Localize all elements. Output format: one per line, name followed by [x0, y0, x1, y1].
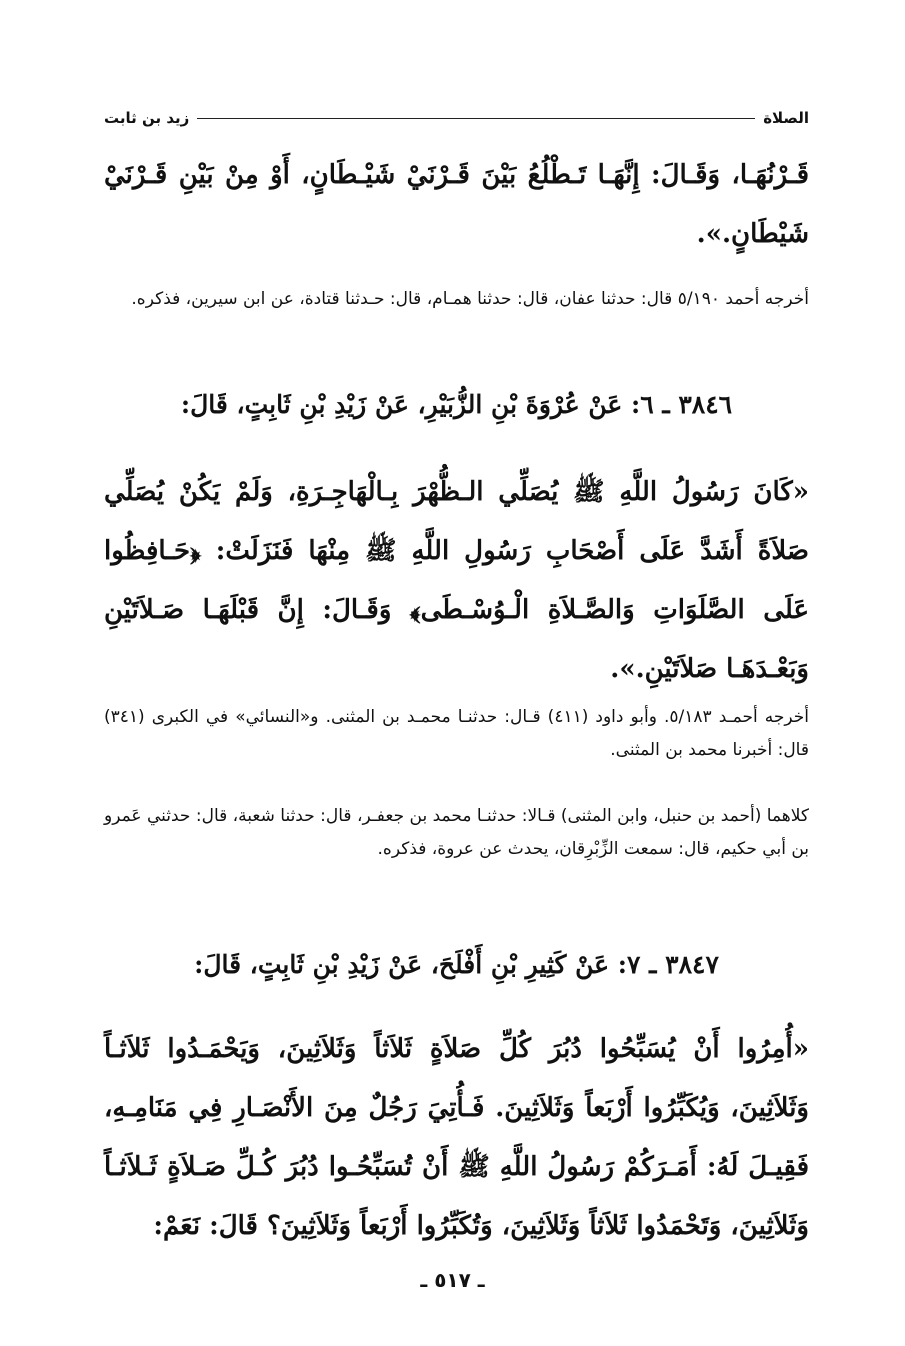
hadith-text-3846	[104, 463, 809, 699]
companion-name: زيد بن ثابت	[104, 109, 190, 127]
hadith-text-continuation	[104, 146, 809, 264]
takhrij-text: أخرجه أحمد ٥/١٩٠ قال: حدثنا عفان، قال: حدثنا همـام، قال: حـدثنا قتادة، عن ابن سيرين، فذكره.	[131, 289, 809, 309]
takhrij-text: أخرجه أحمـد ٥/١٨٣. وأبو داود (٤١١) قـال: حدثنـا محمـد بن المثنى. و«النسائي» في الكبرى (٣٤١) قال: أخبرنا محمد بن المثنى.	[104, 707, 809, 760]
hadith-text: «أُمِرُوا أَنْ يُسَبِّحُوا دُبُرَ كُلِّ صَلاَةٍ ثَلاَثاً وَثَلاَثِينَ، وَيَحْمَـدُوا ثَلاَثـاً وَثَلاَثِينَ، وَيُكَبِّرُوا أَرْبَعاً وَثَلاَثِينَ. فَـأُتِيَ رَجُلٌ مِنَ الأَنْصَـارِ فِي مَنَامِـهِ، فَقِيـلَ لَهُ: أَمَـرَكُمْ رَسُولُ اللَّهِ ﷺ أَنْ تُسَبِّحُـوا دُبُرَ كُـلِّ صَـلاَةٍ ثَـلاَثـاً وَثَلاَثِينَ، وَتَحْمَدُوا ثَلاَثاً وَثَلاَثِينَ، وَتُكَبِّرُوا أَرْبَعاً وَثَلاَثِينَ؟ قَالَ: نَعَمْ:	[104, 1034, 809, 1241]
header-rule	[197, 118, 755, 119]
hadith-heading-text: ٣٨٤٧ ـ ٧: عَنْ كَثِيرِ بْنِ أَفْلَحَ، عَنْ زَيْدِ بْنِ ثَابِتٍ، قَالَ:	[194, 950, 719, 979]
chapter-title: الصلاة	[763, 109, 809, 127]
hadith-heading-3847	[104, 950, 809, 979]
hadith-text-3847	[104, 1020, 809, 1256]
isnad-note	[104, 800, 809, 866]
isnad-text: كلاهما (أحمد بن حنبل، وابن المثنى) قـالا: حدثنـا محمد بن جعفـر، قال: حدثنا شعبة، قال: حدثني عَمرو بن أبي حكيم، قال: سمعت الزِّبْرِقان، يحدث عن عروة، فذكره.	[104, 806, 809, 859]
hadith-heading-3846	[104, 390, 809, 419]
running-header	[104, 106, 809, 130]
page-number: ـ ٥١٧ ـ	[420, 1268, 485, 1292]
hadith-text: «كَانَ رَسُولُ اللَّهِ ﷺ يُصَلِّي الـظُّهْرَ بِـالْهَاجِـرَةِ، وَلَمْ يَكُنْ يُصَلِّي صَلاَةً أَشَدَّ عَلَى أَصْحَابِ رَسُولِ اللَّهِ ﷺ مِنْهَا فَنَزَلَتْ: ﴿حَـافِظُوا عَلَى الصَّلَوَاتِ وَالصَّـلاَةِ الْـوُسْـطَى﴾ وَقَـالَ: إِنَّ قَبْلَهَـا صَـلاَتَيْنِ وَبَعْـدَهَـا صَلاَتَيْنِ.».	[104, 477, 809, 684]
hadith-heading-text: ٣٨٤٦ ـ ٦: عَنْ عُرْوَةَ بْنِ الزُّبَيْرِ، عَنْ زَيْدِ بْنِ ثَابِتٍ، قَالَ:	[180, 390, 733, 419]
takhrij-note	[104, 701, 809, 767]
takhrij-note	[104, 283, 809, 316]
hadith-text: قَـرْنُهَـا، وَقَـالَ: إِنَّهَـا تَـطْلُعُ بَيْنَ قَـرْنَيْ شَيْـطَانٍ، أَوْ مِنْ بَيْنِ قَـرْنَيْ شَيْطَانٍ.».	[104, 160, 809, 249]
